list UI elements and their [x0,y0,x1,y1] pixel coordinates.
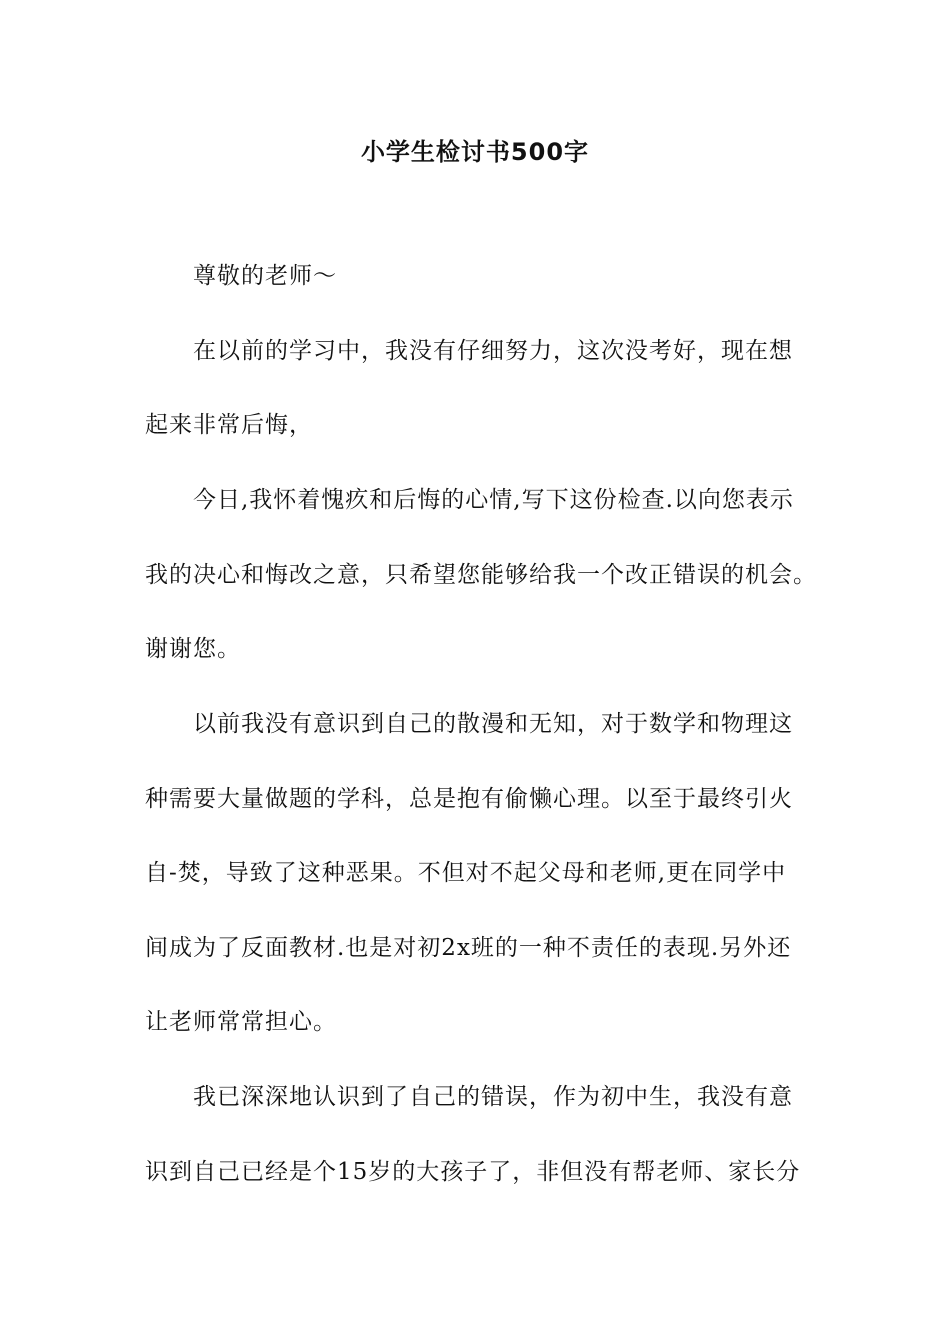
paragraph-line: 我的决心和悔改之意，只希望您能够给我一个改正错误的机会。 [145,562,817,588]
paragraph-line: 种需要大量做题的学科，总是抱有偷懒心理。以至于最终引火 [145,786,793,812]
paragraph-line: 谢谢您。 [145,636,241,662]
paragraph-line: 间成为了反面教材.也是对初2x班的一种不责任的表现.另外还 [145,935,792,961]
paragraph-line: 起来非常后悔， [145,412,313,438]
paragraph-line: 我已深深地认识到了自己的错误，作为初中生，我没有意 [193,1084,793,1110]
paragraph-line: 在以前的学习中，我没有仔细努力，这次没考好，现在想 [193,338,793,364]
paragraph-line: 以前我没有意识到自己的散漫和无知，对于数学和物理这 [193,711,793,737]
paragraph-line: 识到自己已经是个15岁的大孩子了，非但没有帮老师、家长分 [145,1159,801,1185]
paragraph-line: 今日,我怀着愧疚和后悔的心情,写下这份检查.以向您表示 [193,487,794,513]
paragraph-line: 让老师常常担心。 [145,1009,337,1035]
paragraph-line: 自-焚，导致了这种恶果。不但对不起父母和老师,更在同学中 [145,860,787,886]
salutation-line: 尊敬的老师～ [193,263,337,289]
document-title: 小学生检讨书500字 [360,138,590,166]
